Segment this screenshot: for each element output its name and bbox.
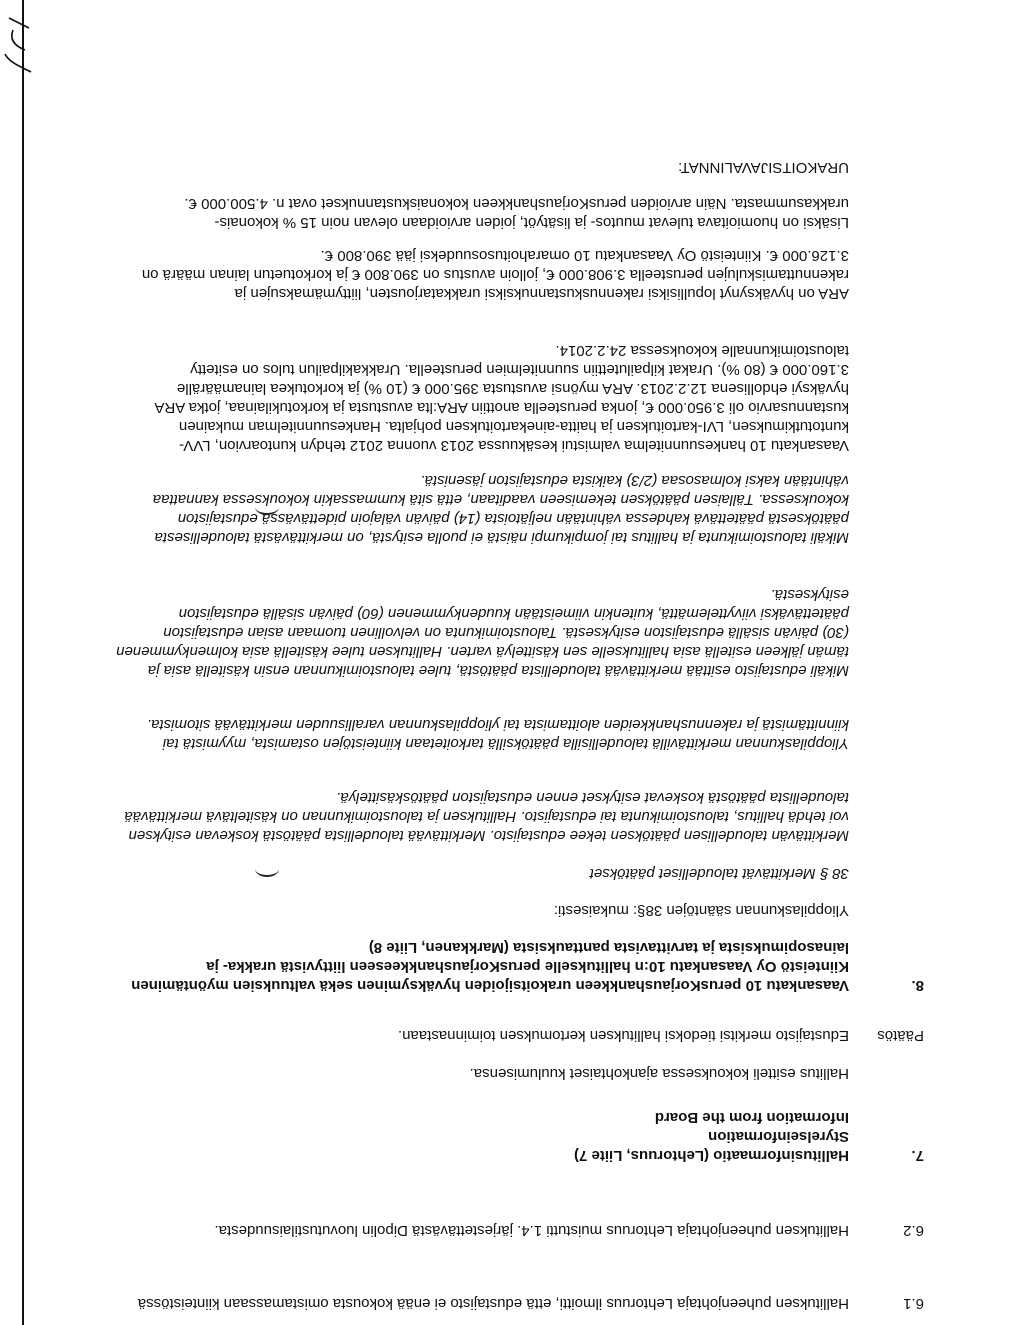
rules-38-para-3: Mikäli edustajisto esittää merkittävää taloudellista päätöstä, tulee taloustoimikunnan ensin käsitellä asia ja tämän jälkeen esitellä asia hallitukselle sen käsittelyä varten. Hallituksen tulee käsitellä asia kolmenkymmenen (30) päivän sisällä edustajiston esityksestä. Taloustoimikunta on velvollinen tuomaan asian edustajiston päätettäväksi viivyttelemättä, kuitenkin viimeistään kuudenkymmenen (60) päivän sisällä edustajiston esityksestä. — [116, 586, 849, 679]
decision-text: Edustajisto merkitsi tiedoksi hallituksen kertomuksen toiminnastaan. — [397, 1027, 849, 1044]
section-number-7: 7. — [911, 1147, 924, 1164]
section-7-heading-fi: Hallitusinformaatio (Lehtoruus, Liite 7) — [573, 1147, 849, 1164]
rules-38-title: 38 § Merkittävät taloudelliset päätökset — [589, 865, 849, 882]
decision-label: Päätös — [877, 1027, 924, 1044]
binding-margin-line — [22, 0, 24, 1325]
rules-38-para-4: Mikäli taloustoimikunta ja hallitus tai jompikumpi näistä ei puolla esitystä, on merkittävästä taloudellisesta päätöksestä päätettävä kahdessa vähintään neljätoista (14) päivän välajoin pidettävässä edustajiston kokouksessa. Tällaisen päätöksen tekemiseen vaaditaan, että sitä kummassakin kokouksessa kannattaa vähintään kaksi kolmasosaa (2/3) kaikista edustajiston jäsenistä. — [152, 472, 849, 546]
section-7-heading — [109, 1108, 849, 1165]
item-number-6-1: 6.1 — [903, 1295, 924, 1312]
contractor-selection-heading: URAKOITSIJAVALINNAT: — [678, 159, 849, 176]
item-6-1-text: Hallituksen puheenjohtaja Lehtoruus ilmoitti, että edustajisto ei enää kokousta omistamassaan kiinteistössä — [137, 1295, 849, 1312]
section-number-8: 8. — [911, 977, 924, 994]
ara-approval-text: ARA on hyväksynyt lopullisiksi rakennuskustannuksiksi urakkatarjousten, liittymämaksujen ja rakennuttamiskulujen perusteella 3.908.000 €, jolloin avustus on 390.800 € ja korkotuetun lainan määrä on 3.126.000 €. Kiinteistö Oy Vaasankatu 10 omarahoitusosuudeksi jää 390.800 €. — [141, 247, 849, 302]
rules-38-para-1: Merkittävän taloudellisen päätöksen tekee edustajisto. Merkittävää taloudellista päätöstä koskevan esityksen voi tehdä hallitus, taloustoimikunta tai edustajisto. Hallituksen ja taloustoimikunnan on käsiteltävä merkittävää taloudellista päätöstä koskevat esitykset ennen edustajiston päätöskäsittelyä. — [124, 789, 849, 844]
section-7-body: Hallitus esitteli kokouksessa ajankohtaiset kuulumisensa. — [469, 1065, 849, 1082]
additional-costs-text: Lisäksi on huomioitava tulevat muutos- ja lisätyöt, joiden arvioidaan olevan noin 15 % kokonais-urakkasummasta. Näin arvioiden perusKorjaushankkeen kokonaiskustannukset ovat n. 4.500.000 €. — [184, 195, 849, 231]
rules-38-para-2: Ylioppilaskunnan merkittävillä taloudellisilla päätöksillä tarkoitetaan kiinteistöjen ostamista, myymistä tai kiinnittämistä ja rakennushankkeiden aloittamista tai ylioppilaskunnan varallisuuden merkittävää sitomista. — [146, 716, 849, 752]
item-6-2-text: Hallituksen puheenjohtaja Lehtoruus muistutti 1.4. järjestettävästä Dipolin luovutustilaisuudesta. — [214, 1222, 849, 1239]
section-8-heading: Vaasankatu 10 perusKorjaushankkeen urakoitsijoiden hyväksyminen sekä valtuuksien myöntäminen Kiinteistö Oy Vaasankatu 10:n hallitukselle perusKorjaushankkeeseen liittyvistä urakka- ja lainasopimuksista ja tarvittavista panttauksista (Markkanen, Liite 8) — [131, 939, 849, 994]
pen-mark — [255, 499, 279, 515]
pen-mark — [255, 861, 279, 877]
section-8-intro: Ylioppilaskunnan sääntöjen 38§: mukaisesti: — [553, 902, 849, 919]
project-description: Vaasankatu 10 hankesuunnitelma valmistui kesäkuussa 2013 vuonna 2012 tehdyn kuntoarvion, LVV-kuntotutkimuksen, LVI-kartoituksen ja haitta-ainekartoituksen pohjalta. Hankesuunnitelman mukainen kustannusarvio oli 3.950.000 €, jonka perusteella anottiin ARA:lta avustusta ja korkotukilainaa, jotka ARA hyväksyi ehdollisena 12.2.2013. ARA myönsi avustusta 395.000 € (10 %) ja korkotukea lainamäärälle 3.160.000 € (80 %). Urakat kilpailutettiin suunnitelmien perusteella. Urakkakilpailun tulos on esitetty taloustoimikunnalle kokouksessa 24.2.2014. — [155, 342, 849, 454]
section-7-heading-sv: Styrelseinformation — [708, 1128, 849, 1145]
item-number-6-2: 6.2 — [903, 1222, 924, 1239]
section-7-heading-en: Information from the Board — [654, 1109, 849, 1126]
handwritten-initials-icon — [0, 10, 39, 80]
